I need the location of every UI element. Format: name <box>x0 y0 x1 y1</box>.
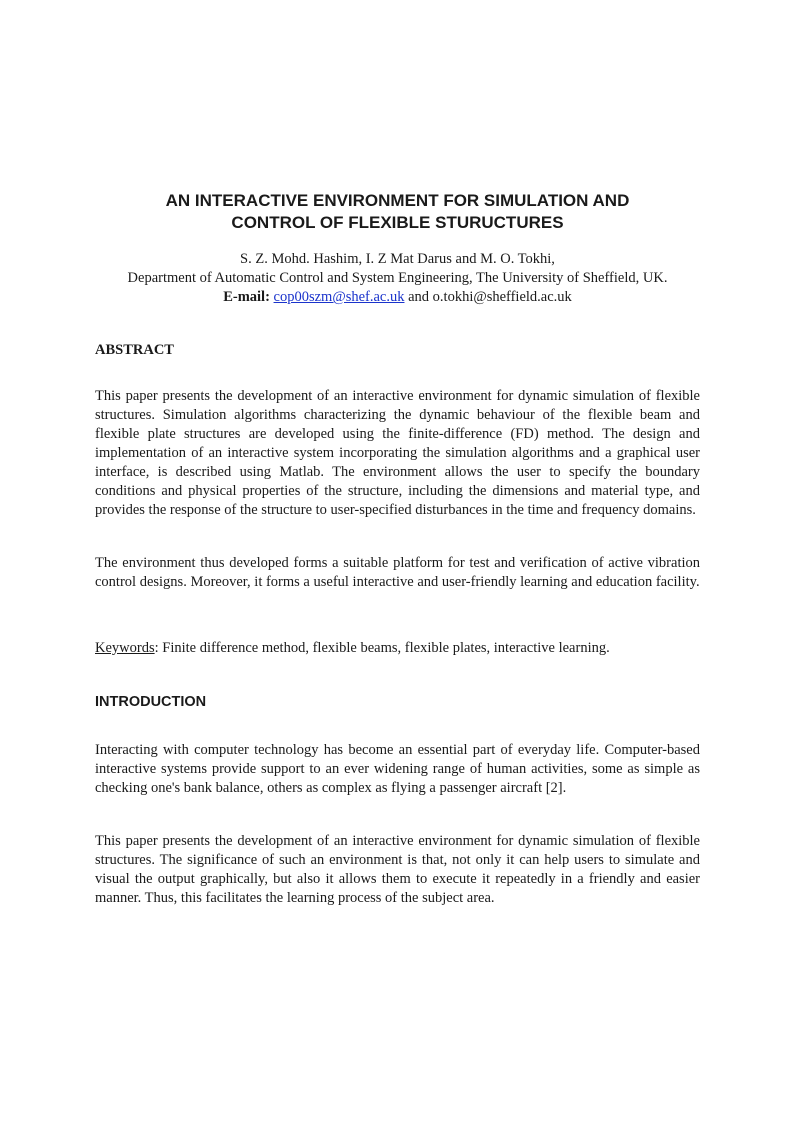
introduction-paragraph-2: This paper presents the development of an interactive environment for dynamic simulation of flexible structures. The significance of such an environment is that, not only it can help users to simulate and visual the output graphically, but also it allows them to execute it repeatedly in a friendly and easier manner. Thus, this facilitates the learning process of the subject area. <box>95 833 700 906</box>
introduction-heading: INTRODUCTION <box>95 694 207 710</box>
email-connector: and <box>408 289 430 305</box>
abstract-heading: ABSTRACT <box>95 342 174 358</box>
email-link[interactable]: cop00szm@shef.ac.uk <box>273 289 405 305</box>
affiliation: Department of Automatic Control and System Engineering, The University of Sheffield, UK. <box>127 270 668 286</box>
keywords-text: : Finite difference method, flexible beams, flexible plates, interactive learning. <box>154 640 610 656</box>
introduction-paragraph-1: Interacting with computer technology has become an essential part of everyday life. Computer-based interactive systems provide support to an ever widening range of human activities, some as simple as checking one's bank balance, others as complex as flying a passenger aircraft [2]. <box>95 742 700 796</box>
title-line-1: AN INTERACTIVE ENVIRONMENT FOR SIMULATION AND <box>165 191 630 210</box>
abstract-paragraph-1: This paper presents the development of an interactive environment for dynamic simulation of flexible structures. Simulation algorithms characterizing the dynamic behaviour of the flexible beam and flexible plate structures are developed using the finite-difference (FD) method. The design and implementation of an interactive system incorporating the simulation algorithms and a graphical user interface, is described using Matlab. The environment allows the user to specify the boundary conditions and physical properties of the structure, including the dimensions and material type, and provides the response of the structure to user-specified disturbances in the time and frequency domains. <box>95 388 700 518</box>
email-line <box>85 288 710 307</box>
author-names: S. Z. Mohd. Hashim, I. Z Mat Darus and M. O. Tokhi, <box>240 251 555 267</box>
email-second: o.tokhi@sheffield.ac.uk <box>432 289 572 305</box>
abstract-paragraph-2: The environment thus developed forms a suitable platform for test and verification of active vibration control designs. Moreover, it forms a useful interactive and user-friendly learning and education facility. <box>95 555 700 590</box>
author-block <box>85 250 710 307</box>
keywords-line <box>95 639 700 658</box>
paper-title <box>95 190 700 234</box>
email-label: E-mail: <box>223 289 270 305</box>
keywords-label: Keywords <box>95 640 155 656</box>
title-line-2: CONTROL OF FLEXIBLE STURUCTURES <box>231 213 564 232</box>
